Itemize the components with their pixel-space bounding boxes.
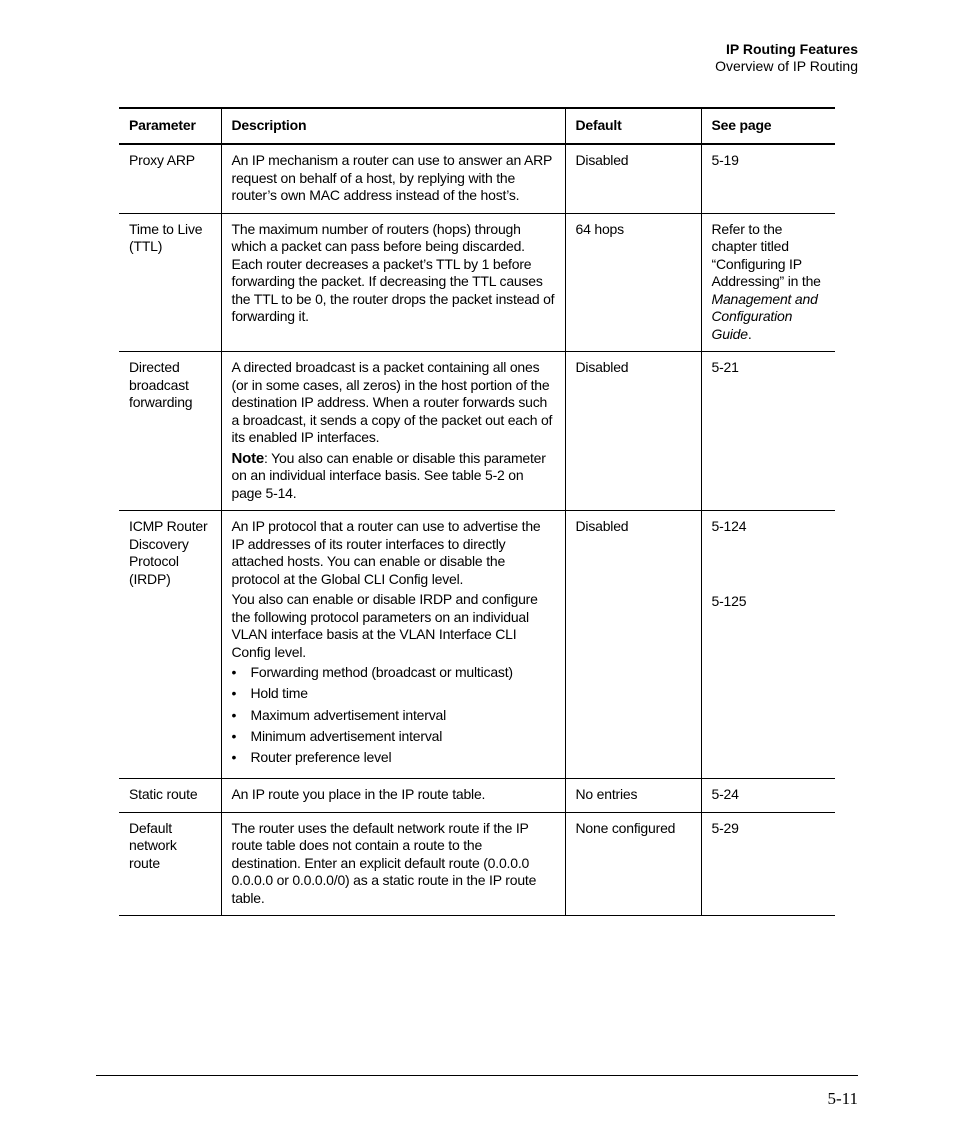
description-text: The router uses the default network route if the IP route table does not contain a route to the destination. Enter an explicit default route (0.0.0.0 0.0.0.0 or 0.0.0.0/0) as a static route in the IP route table.	[231, 819, 537, 906]
column-header-parameter: Parameter	[119, 108, 221, 144]
default-cell: Disabled	[565, 511, 701, 779]
default-cell: Disabled	[565, 352, 701, 511]
see-page-ref: 5-125	[711, 592, 747, 609]
description-text: An IP protocol that a router can use to advertise the IP addresses of its router interfaces to directly attached hosts. You can enable or disable the protocol at the Global CLI Config level.	[231, 518, 541, 587]
list-item: • Minimum advertisement interval	[232, 728, 555, 746]
description-cell	[221, 812, 565, 916]
list-item: • Forwarding method (broadcast or multicast)	[232, 664, 555, 682]
table-row	[119, 213, 835, 352]
list-item: • Hold time	[232, 685, 555, 703]
ip-routing-parameters-table	[119, 107, 835, 916]
default-cell: 64 hops	[565, 213, 701, 352]
list-item: • Router preference level	[232, 749, 555, 767]
default-cell: Disabled	[565, 144, 701, 213]
description-cell	[221, 352, 565, 511]
see-page-period: .	[747, 325, 752, 342]
description-text: An IP mechanism a router can use to answer an ARP request on behalf of a host, by replying with the router’s own MAC address instead of the host’s.	[231, 152, 552, 203]
see-page-cell: 5-21	[701, 352, 835, 511]
table-row	[119, 779, 835, 813]
parameter-cell: Default network route	[119, 812, 221, 916]
table-row	[119, 352, 835, 511]
guide-title: Management and Configuration Guide	[711, 290, 818, 342]
description-cell	[221, 144, 565, 213]
description-text: An IP route you place in the IP route table.	[231, 786, 486, 803]
description-text: A directed broadcast is a packet containing all ones (or in some cases, all zeros) in the host portion of the destination IP address. When a router forwards such a broadcast, it sends a copy of the packet out each of its enabled IP interfaces.	[231, 359, 553, 445]
see-page-cell: 5-24	[701, 779, 835, 813]
note-label: Note	[231, 449, 265, 467]
see-page-cell	[701, 511, 835, 779]
header-section-subtitle: Overview of IP Routing	[715, 58, 858, 74]
description-text: You also can enable or disable IRDP and configure the following protocol parameters on an individual VLAN interface basis at the VLAN Interface CLI Config level.	[231, 591, 538, 660]
default-cell: No entries	[565, 779, 701, 813]
table-header-row	[119, 108, 835, 144]
description-cell	[221, 779, 565, 813]
table-row	[119, 511, 835, 779]
see-page-ref: 5-124	[711, 518, 747, 534]
see-page-cell	[701, 213, 835, 352]
note-paragraph	[232, 450, 555, 503]
column-header-description: Description	[221, 108, 565, 144]
table-row	[119, 144, 835, 213]
description-cell	[221, 213, 565, 352]
parameter-cell: Static route	[119, 779, 221, 813]
running-header	[715, 41, 858, 75]
list-item: • Maximum advertisement interval	[232, 707, 555, 725]
default-cell: None configured	[565, 812, 701, 916]
parameter-cell: ICMP Router Discovery Protocol (IRDP)	[119, 511, 221, 779]
see-page-cell: 5-19	[701, 144, 835, 213]
header-section-title: IP Routing Features	[726, 41, 858, 57]
description-text: The maximum number of routers (hops) through which a packet can pass before being discarded. Each router decreases a packet’s TTL by 1 before forwarding the packet. If decreasing the TTL causes the TTL to be 0, the router drops the packet instead of forwarding it.	[231, 220, 555, 324]
parameter-bullet-list	[232, 664, 555, 767]
description-cell	[221, 511, 565, 779]
table-row	[119, 812, 835, 916]
column-header-default: Default	[565, 108, 701, 144]
see-page-text: Refer to the chapter titled “Configuring IP Addressing” in the	[711, 220, 821, 289]
parameter-cell: Directed broadcast forwarding	[119, 352, 221, 511]
parameter-cell: Time to Live (TTL)	[119, 213, 221, 352]
footer-rule	[96, 1075, 858, 1076]
see-page-cell: 5-29	[701, 812, 835, 916]
parameter-cell: Proxy ARP	[119, 144, 221, 213]
note-text: : You also can enable or disable this parameter on an individual interface basis. See table 5-2 on page 5-14.	[231, 449, 546, 501]
page-number: 5-11	[827, 1089, 858, 1108]
column-header-see-page: See page	[701, 108, 835, 144]
